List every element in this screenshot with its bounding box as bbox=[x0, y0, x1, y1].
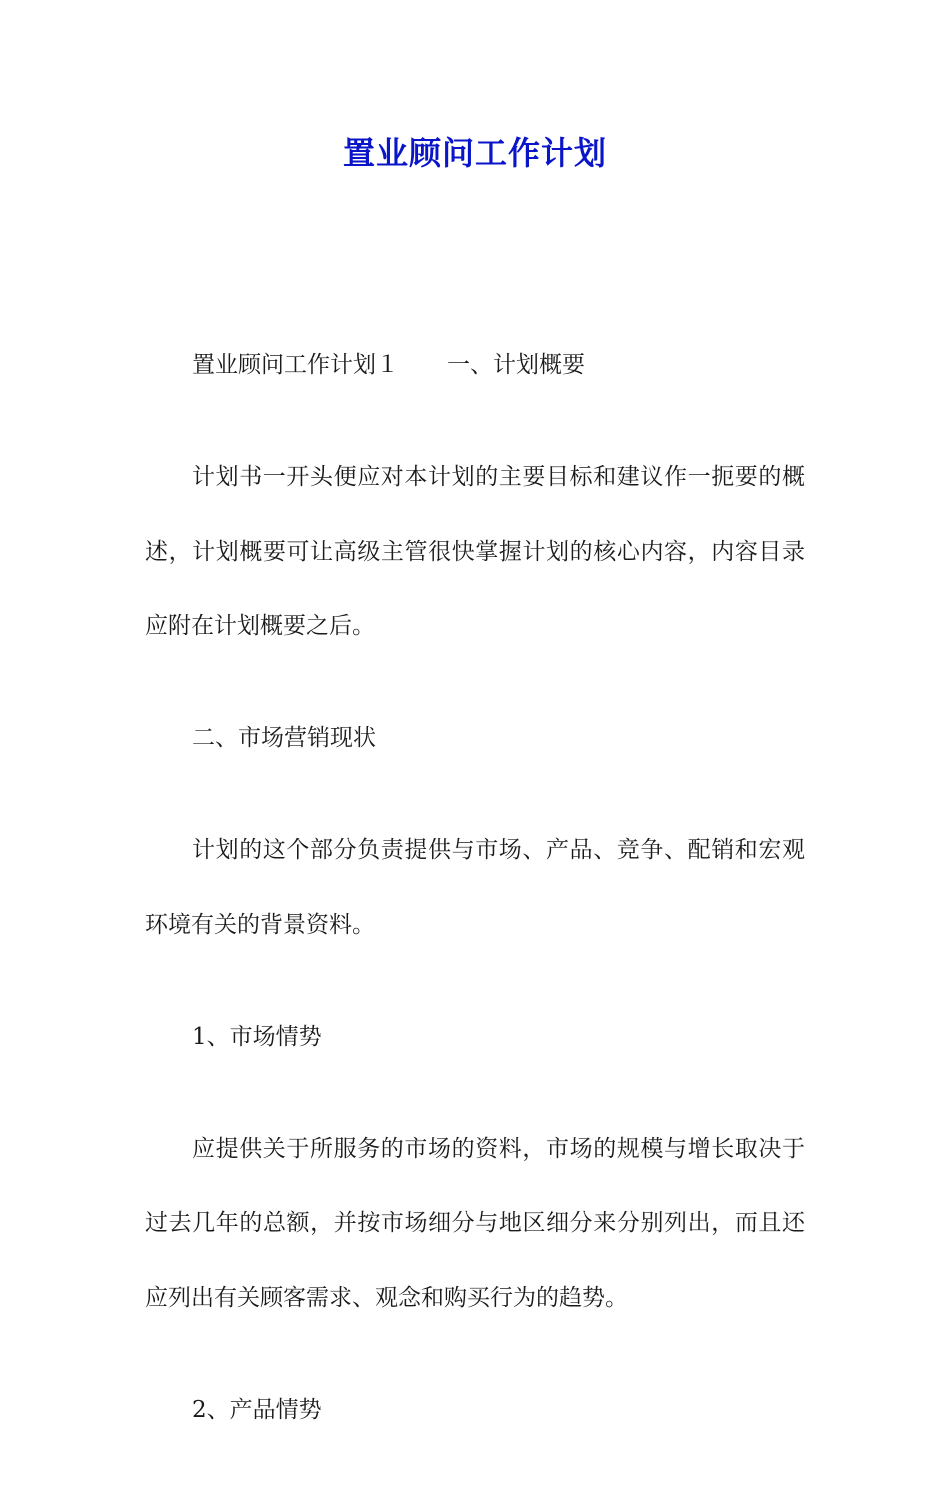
plan-summary-heading: 一、计划概要 bbox=[447, 352, 585, 378]
subsection-heading-product: 2、产品情势 bbox=[192, 1396, 322, 1423]
plan-number-label: 置业顾问工作计划１ bbox=[192, 352, 399, 378]
section-heading-2: 二、市场营销现状 bbox=[192, 725, 376, 751]
subsection-heading-market: 1、市场情势 bbox=[192, 1023, 322, 1050]
document-title: 置业顾问工作计划 bbox=[342, 134, 607, 172]
paragraph-status: 计划的这个部分负责提供与市场、产品、竞争、配销和宏观环境有关的背景资料。 bbox=[145, 837, 805, 938]
paragraph-summary: 计划书一开头便应对本计划的主要目标和建议作一扼要的概述，计划概要可让高级主管很快掌握计划的核心内容，内容目录应附在计划概要之后。 bbox=[145, 464, 805, 639]
section-heading-1 bbox=[145, 328, 805, 403]
paragraph-market: 应提供关于所服务的市场的资料，市场的规模与增长取决于过去几年的总额，并按市场细分与地区细分来分别列出，而且还应列出有关顾客需求、观念和购买行为的趋势。 bbox=[145, 1135, 805, 1311]
document-body bbox=[145, 328, 805, 1485]
